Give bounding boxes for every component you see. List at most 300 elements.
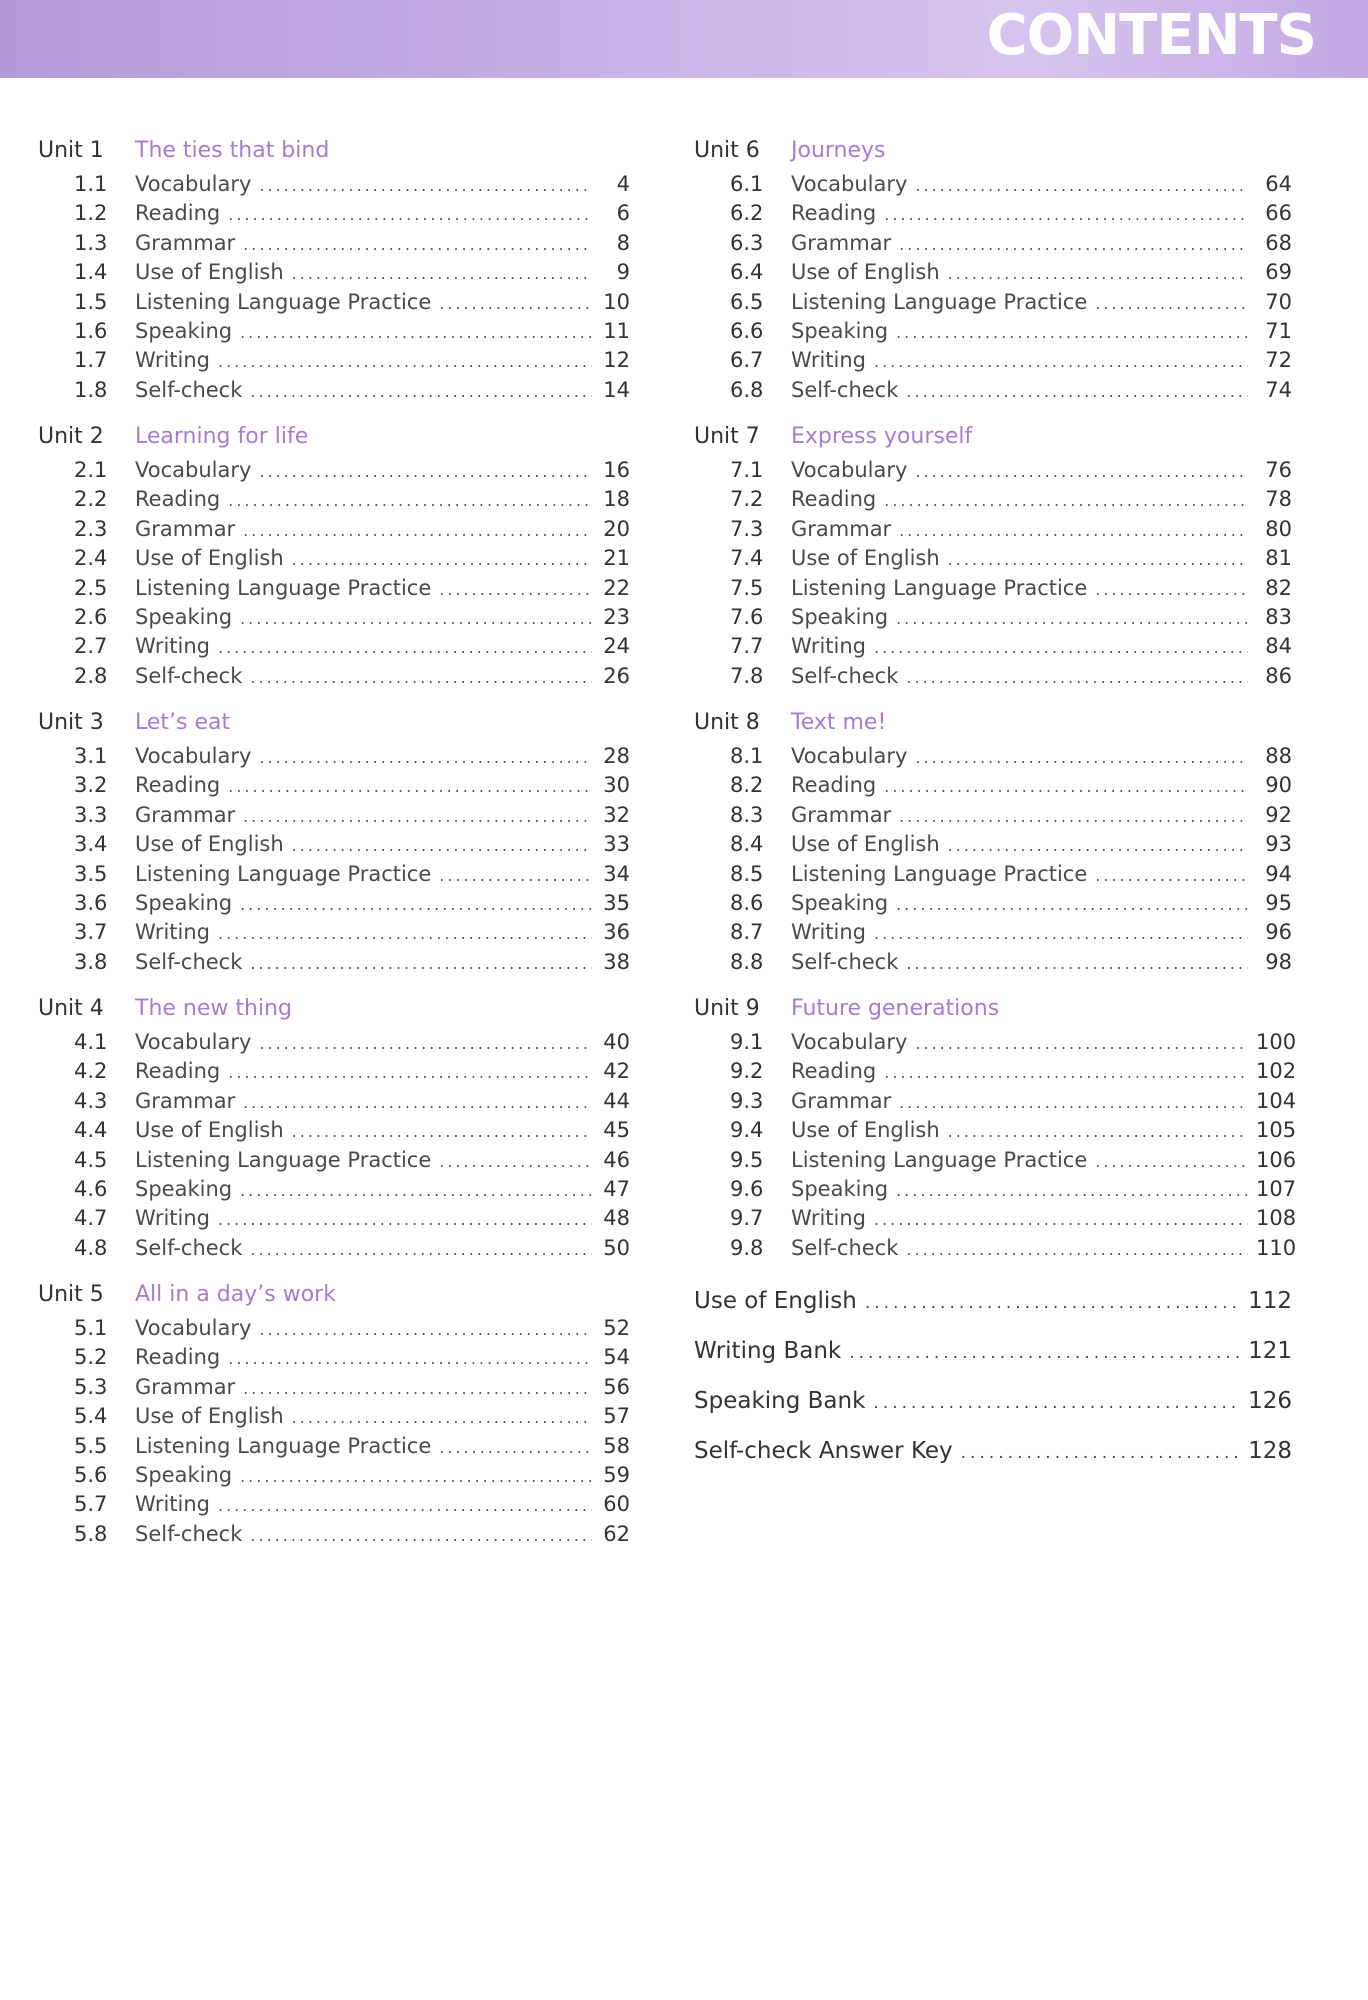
entry-page-number: 70 [1265, 289, 1292, 314]
dot-leader [259, 1029, 592, 1058]
entry-number: 1.8 [74, 377, 108, 402]
contents-extras [694, 1276, 1292, 1476]
dot-leader [906, 377, 1248, 406]
dot-leader [439, 861, 592, 890]
entry-page-number: 35 [603, 890, 630, 915]
entry-name: Speaking [135, 890, 233, 915]
entry-page-number: 18 [603, 487, 630, 512]
extra-page-number: 112 [1248, 1288, 1292, 1314]
entry-name: Vocabulary [135, 172, 252, 196]
entry-page-number: 48 [603, 1206, 630, 1231]
entry-name: Speaking [791, 318, 889, 343]
entry-number: 9.3 [730, 1088, 764, 1113]
dot-leader [439, 289, 592, 318]
dot-leader [240, 604, 592, 633]
entry-number: 8.7 [730, 920, 764, 945]
entry-page-number: 84 [1265, 634, 1292, 659]
entry-number: 1.1 [74, 172, 108, 196]
entry-name: Use of English [135, 1118, 284, 1143]
entry-page-number: 71 [1265, 318, 1292, 343]
contents-entry[interactable] [38, 918, 630, 947]
contents-entry[interactable] [38, 1373, 630, 1402]
dot-leader [292, 259, 592, 288]
dot-leader [884, 486, 1248, 515]
contents-entry[interactable] [694, 860, 1292, 889]
contents-entry[interactable] [38, 948, 630, 977]
contents-entry[interactable] [38, 1057, 630, 1086]
entry-page-number: 21 [603, 546, 630, 571]
entry-name: Use of English [135, 1404, 284, 1429]
entry-number: 4.6 [74, 1176, 108, 1201]
entry-number: 7.2 [730, 487, 764, 512]
entry-page-number: 59 [603, 1462, 630, 1487]
contents-entry[interactable] [694, 288, 1292, 317]
dot-leader [218, 1491, 592, 1520]
contents-entry[interactable] [694, 1234, 1297, 1263]
contents-entry[interactable] [694, 317, 1292, 346]
contents-entry[interactable] [38, 889, 630, 918]
contents-entry[interactable] [38, 485, 630, 514]
entry-page-number: 106 [1256, 1147, 1297, 1172]
dot-leader [896, 1176, 1248, 1205]
contents-entry[interactable] [38, 830, 630, 859]
entry-page-number: 54 [603, 1345, 630, 1370]
contents-entry[interactable] [694, 918, 1292, 947]
entry-name: Vocabulary [791, 458, 908, 482]
entry-page-number: 68 [1265, 230, 1292, 255]
dot-leader [884, 200, 1248, 229]
contents-entry[interactable] [38, 742, 630, 771]
entry-name: Use of English [135, 260, 284, 285]
entry-page-number: 46 [603, 1147, 630, 1172]
entry-number: 9.5 [730, 1147, 764, 1172]
entry-number: 6.5 [730, 289, 764, 314]
entry-number: 6.8 [730, 377, 764, 402]
dot-leader [896, 890, 1248, 919]
entry-page-number: 90 [1265, 773, 1292, 798]
entry-number: 2.8 [74, 663, 108, 688]
contents-entry[interactable] [694, 1057, 1297, 1086]
entry-page-number: 96 [1265, 920, 1292, 945]
entry-page-number: 56 [603, 1374, 630, 1399]
dot-leader [948, 831, 1248, 860]
contents-entry[interactable] [694, 1028, 1297, 1057]
entry-number: 5.8 [74, 1521, 108, 1546]
entry-page-number: 62 [603, 1521, 630, 1546]
contents-entry[interactable] [38, 376, 630, 405]
entry-name: Vocabulary [791, 172, 908, 196]
entry-name: Grammar [135, 1374, 236, 1399]
entry-number: 4.1 [74, 1030, 108, 1054]
entry-page-number: 72 [1265, 348, 1292, 373]
entry-number: 7.7 [730, 634, 764, 659]
entry-name: Writing [135, 1206, 210, 1231]
unit-label: Unit 5 [38, 1282, 104, 1307]
contents-entry[interactable] [694, 515, 1292, 544]
entry-page-number: 104 [1256, 1088, 1297, 1113]
contents-entry[interactable] [694, 830, 1292, 859]
entry-name: Vocabulary [791, 744, 908, 768]
unit-section [38, 990, 630, 1276]
entry-page-number: 64 [1265, 172, 1292, 196]
contents-extra-entry[interactable] [694, 1426, 1292, 1476]
extra-name: Writing Bank [694, 1338, 842, 1364]
contents-entry[interactable] [38, 346, 630, 375]
entry-page-number: 38 [603, 949, 630, 974]
unit-section [38, 132, 630, 418]
entry-number: 9.4 [730, 1118, 764, 1143]
entry-number: 3.3 [74, 802, 108, 827]
entry-number: 4.3 [74, 1088, 108, 1113]
contents-entry[interactable] [694, 376, 1292, 405]
unit-header [38, 1276, 630, 1314]
contents-entry[interactable] [38, 801, 630, 830]
unit-label: Unit 4 [38, 996, 104, 1021]
entry-page-number: 28 [603, 744, 630, 768]
entry-name: Vocabulary [135, 1030, 252, 1054]
contents-entry[interactable] [38, 1343, 630, 1372]
entry-page-number: 102 [1256, 1059, 1297, 1084]
entry-number: 8.8 [730, 949, 764, 974]
entry-number: 5.6 [74, 1462, 108, 1487]
contents-entry[interactable] [694, 603, 1292, 632]
contents-entry[interactable] [694, 1146, 1297, 1175]
dot-leader [218, 633, 592, 662]
unit-section [38, 418, 630, 704]
unit-section [694, 132, 1292, 418]
entry-name: Self-check [135, 377, 243, 402]
entry-name: Writing [135, 920, 210, 945]
entry-page-number: 16 [603, 458, 630, 482]
entry-number: 6.2 [730, 201, 764, 226]
entry-number: 1.3 [74, 230, 108, 255]
entry-page-number: 76 [1265, 458, 1292, 482]
dot-leader [243, 230, 592, 259]
contents-extra-entry[interactable] [694, 1376, 1292, 1426]
dot-leader [896, 318, 1248, 347]
dot-leader [899, 1088, 1248, 1117]
entry-name: Listening Language Practice [135, 1147, 432, 1172]
contents-entry[interactable] [38, 1146, 630, 1175]
dot-leader [899, 516, 1248, 545]
entry-page-number: 92 [1265, 802, 1292, 827]
unit-label: Unit 7 [694, 424, 760, 449]
dot-leader [240, 318, 592, 347]
contents-entry[interactable] [38, 1314, 630, 1343]
contents-entry[interactable] [694, 889, 1292, 918]
contents-entry[interactable] [38, 170, 630, 199]
contents-entry[interactable] [694, 742, 1292, 771]
contents-entry[interactable] [38, 1520, 630, 1549]
entry-number: 9.1 [730, 1030, 764, 1054]
extra-name: Speaking Bank [694, 1388, 866, 1414]
dot-leader [439, 575, 592, 604]
dot-leader [218, 347, 592, 376]
contents-entry[interactable] [694, 632, 1292, 661]
unit-title: Let’s eat [135, 710, 231, 735]
entry-page-number: 58 [603, 1433, 630, 1458]
contents-entry[interactable] [38, 258, 630, 287]
entry-page-number: 82 [1265, 575, 1292, 600]
entry-name: Reading [135, 201, 221, 226]
entry-name: Writing [791, 348, 866, 373]
entry-number: 4.4 [74, 1118, 108, 1143]
dot-leader [228, 486, 592, 515]
entry-name: Speaking [791, 890, 889, 915]
contents-entry[interactable] [38, 456, 630, 485]
unit-label: Unit 3 [38, 710, 104, 735]
entry-name: Use of English [791, 546, 940, 571]
contents-entry[interactable] [38, 288, 630, 317]
entry-page-number: 107 [1256, 1176, 1297, 1201]
contents-entry[interactable] [694, 574, 1292, 603]
entry-name: Reading [135, 487, 221, 512]
entry-name: Self-check [135, 949, 243, 974]
dot-leader [915, 1029, 1248, 1058]
dot-leader [292, 1117, 592, 1146]
entry-number: 6.7 [730, 348, 764, 373]
entry-page-number: 26 [603, 663, 630, 688]
entry-number: 5.3 [74, 1374, 108, 1399]
contents-entry[interactable] [38, 199, 630, 228]
unit-label: Unit 8 [694, 710, 760, 735]
contents-entry[interactable] [38, 1490, 630, 1519]
contents-entry[interactable] [694, 346, 1292, 375]
entry-name: Listening Language Practice [135, 289, 432, 314]
dot-leader [1095, 861, 1248, 890]
contents-entry[interactable] [38, 771, 630, 800]
entry-page-number: 93 [1265, 832, 1292, 857]
dot-leader [849, 1328, 1240, 1378]
entry-page-number: 11 [603, 318, 630, 343]
entry-name: Self-check [791, 377, 899, 402]
entry-number: 2.7 [74, 634, 108, 659]
contents-entry[interactable] [694, 801, 1292, 830]
entry-name: Writing [135, 634, 210, 659]
contents-entry[interactable] [38, 1116, 630, 1145]
entry-number: 4.8 [74, 1235, 108, 1260]
entry-number: 2.5 [74, 575, 108, 600]
entry-number: 7.8 [730, 663, 764, 688]
dot-leader [259, 1315, 592, 1344]
contents-entry[interactable] [38, 1204, 630, 1233]
dot-leader [240, 890, 592, 919]
entry-name: Listening Language Practice [135, 575, 432, 600]
entry-number: 1.4 [74, 260, 108, 285]
dot-leader [961, 1428, 1240, 1478]
dot-leader [228, 772, 592, 801]
entry-number: 3.8 [74, 949, 108, 974]
contents-entry[interactable] [694, 1204, 1297, 1233]
contents-entry[interactable] [694, 771, 1292, 800]
entry-number: 3.2 [74, 773, 108, 798]
entry-name: Listening Language Practice [791, 861, 1088, 886]
contents-entry[interactable] [38, 574, 630, 603]
contents-entry[interactable] [38, 662, 630, 691]
entry-name: Writing [791, 634, 866, 659]
contents-entry[interactable] [694, 229, 1292, 258]
entry-page-number: 10 [603, 289, 630, 314]
entry-name: Writing [791, 920, 866, 945]
entry-number: 5.7 [74, 1492, 108, 1517]
dot-leader [899, 230, 1248, 259]
dot-leader [228, 200, 592, 229]
dot-leader [948, 1117, 1248, 1146]
contents-entry[interactable] [38, 1028, 630, 1057]
contents-entry[interactable] [694, 199, 1292, 228]
entry-number: 9.2 [730, 1059, 764, 1084]
dot-leader [1095, 1147, 1248, 1176]
entry-number: 1.6 [74, 318, 108, 343]
extra-page-number: 126 [1248, 1388, 1292, 1414]
entry-page-number: 32 [603, 802, 630, 827]
entry-name: Use of English [791, 1118, 940, 1143]
entry-page-number: 81 [1265, 546, 1292, 571]
contents-extra-entry[interactable] [694, 1326, 1292, 1376]
contents-entry[interactable] [694, 1116, 1297, 1145]
dot-leader [228, 1058, 592, 1087]
entry-name: Use of English [791, 260, 940, 285]
extra-page-number: 121 [1248, 1338, 1292, 1364]
entry-page-number: 12 [603, 348, 630, 373]
entry-number: 6.6 [730, 318, 764, 343]
contents-entry[interactable] [694, 544, 1292, 573]
entry-name: Self-check [791, 949, 899, 974]
contents-entry[interactable] [694, 170, 1292, 199]
contents-entry[interactable] [694, 258, 1292, 287]
dot-leader [865, 1278, 1240, 1328]
dot-leader [250, 377, 592, 406]
entry-name: Self-check [791, 1235, 899, 1260]
entry-number: 3.6 [74, 890, 108, 915]
dot-leader [292, 1403, 592, 1432]
entry-number: 7.5 [730, 575, 764, 600]
unit-section [38, 1276, 630, 1562]
contents-entry[interactable] [38, 515, 630, 544]
unit-header [694, 704, 1292, 742]
entry-page-number: 4 [616, 172, 630, 196]
entry-page-number: 57 [603, 1404, 630, 1429]
entry-page-number: 34 [603, 861, 630, 886]
entry-page-number: 47 [603, 1176, 630, 1201]
entry-name: Grammar [135, 1088, 236, 1113]
dot-leader [243, 802, 592, 831]
entry-number: 8.1 [730, 744, 764, 768]
entry-page-number: 22 [603, 575, 630, 600]
dot-leader [243, 1374, 592, 1403]
entry-page-number: 60 [603, 1492, 630, 1517]
contents-entry[interactable] [694, 662, 1292, 691]
entry-number: 8.4 [730, 832, 764, 857]
contents-column-left [38, 132, 630, 1562]
dot-leader [906, 949, 1248, 978]
entry-name: Speaking [135, 604, 233, 629]
contents-entry[interactable] [38, 1402, 630, 1431]
entry-number: 9.8 [730, 1235, 764, 1260]
contents-entry[interactable] [38, 603, 630, 632]
contents-entry[interactable] [38, 317, 630, 346]
contents-entry[interactable] [694, 948, 1292, 977]
contents-entry[interactable] [38, 1175, 630, 1204]
dot-leader [250, 1235, 592, 1264]
entry-page-number: 88 [1265, 744, 1292, 768]
entry-name: Listening Language Practice [791, 289, 1088, 314]
entry-number: 9.7 [730, 1206, 764, 1231]
dot-leader [948, 259, 1248, 288]
entry-page-number: 52 [603, 1316, 630, 1340]
dot-leader [250, 949, 592, 978]
dot-leader [884, 772, 1248, 801]
entry-number: 3.1 [74, 744, 108, 768]
entry-name: Reading [135, 1059, 221, 1084]
dot-leader [915, 743, 1248, 772]
dot-leader [228, 1344, 592, 1373]
entry-number: 7.1 [730, 458, 764, 482]
entry-number: 1.5 [74, 289, 108, 314]
entry-number: 9.6 [730, 1176, 764, 1201]
entry-name: Grammar [135, 516, 236, 541]
contents-entry[interactable] [38, 1087, 630, 1116]
entry-name: Listening Language Practice [791, 1147, 1088, 1172]
contents-entry[interactable] [38, 229, 630, 258]
contents-entry[interactable] [38, 860, 630, 889]
contents-entry[interactable] [38, 1432, 630, 1461]
entry-name: Vocabulary [791, 1030, 908, 1054]
entry-page-number: 8 [616, 230, 630, 255]
dot-leader [874, 633, 1248, 662]
unit-section [694, 704, 1292, 990]
entry-page-number: 40 [603, 1030, 630, 1054]
contents-entry[interactable] [38, 544, 630, 573]
unit-label: Unit 6 [694, 138, 760, 163]
contents-entry[interactable] [694, 485, 1292, 514]
unit-title: All in a day’s work [135, 1282, 336, 1307]
entry-name: Speaking [135, 1462, 233, 1487]
entry-name: Self-check [791, 663, 899, 688]
dot-leader [439, 1433, 592, 1462]
entry-page-number: 80 [1265, 516, 1292, 541]
extra-name: Self-check Answer Key [694, 1438, 953, 1464]
extra-name: Use of English [694, 1288, 857, 1314]
entry-page-number: 14 [603, 377, 630, 402]
contents-entry[interactable] [694, 1087, 1297, 1116]
contents-extra-entry[interactable] [694, 1276, 1292, 1326]
dot-leader [948, 545, 1248, 574]
contents-entry[interactable] [694, 1175, 1297, 1204]
entry-number: 7.4 [730, 546, 764, 571]
entry-page-number: 23 [603, 604, 630, 629]
entry-number: 1.7 [74, 348, 108, 373]
unit-title: Future generations [791, 996, 1000, 1021]
contents-column-right [694, 132, 1297, 1276]
contents-entry[interactable] [38, 1461, 630, 1490]
entry-name: Listening Language Practice [791, 575, 1088, 600]
entry-page-number: 108 [1256, 1206, 1297, 1231]
entry-number: 5.2 [74, 1345, 108, 1370]
contents-entry[interactable] [38, 1234, 630, 1263]
entry-name: Grammar [135, 230, 236, 255]
entry-name: Listening Language Practice [135, 861, 432, 886]
contents-entry[interactable] [694, 456, 1292, 485]
unit-title: Learning for life [135, 424, 309, 449]
contents-entry[interactable] [38, 632, 630, 661]
entry-page-number: 98 [1265, 949, 1292, 974]
unit-title: The ties that bind [135, 138, 330, 163]
entry-number: 5.5 [74, 1433, 108, 1458]
entry-page-number: 94 [1265, 861, 1292, 886]
page-title: CONTENTS [986, 3, 1316, 68]
entry-page-number: 36 [603, 920, 630, 945]
